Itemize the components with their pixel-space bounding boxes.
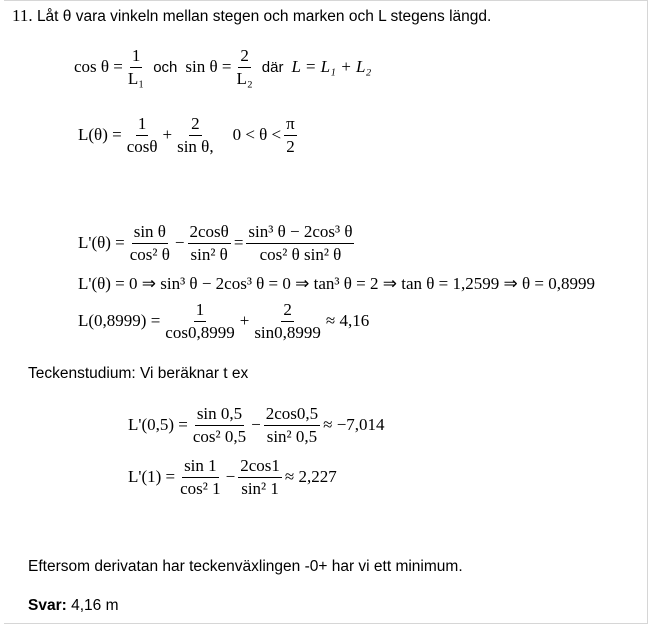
- eq6-fraction-1: [191, 404, 248, 446]
- eq5-result: ≈ 4,16: [325, 311, 370, 331]
- eq3-f1-numerator: sin θ: [132, 222, 168, 244]
- eq3-f3-denominator: cos² θ sin² θ: [259, 244, 342, 264]
- eq1-sin-denominator: L₂: [236, 68, 253, 88]
- problem-number: 11.: [12, 6, 33, 25]
- eq6-f2-denominator: sin² 0,5: [266, 426, 318, 446]
- equation-cos-sin-definitions: [74, 46, 371, 88]
- eq6-minus: −: [251, 415, 261, 435]
- eq3-lhs: L'(θ) =: [78, 233, 125, 253]
- eq2-fraction-2: [175, 114, 215, 156]
- answer-value: 4,16 m: [71, 597, 119, 614]
- answer-label: Svar:: [28, 597, 67, 614]
- eq5-plus: +: [239, 311, 250, 331]
- eq5-f1-numerator: 1: [194, 300, 207, 322]
- eq6-result: ≈ −7,014: [323, 415, 385, 435]
- eq7-fraction-1: [178, 456, 223, 498]
- eq5-fraction-2: [252, 300, 323, 342]
- eq2-f1-numerator: 1: [136, 114, 149, 136]
- eq3-f1-denominator: cos² θ: [129, 244, 170, 264]
- eq1-sum: L = L₁ + L₂: [291, 57, 372, 77]
- eq1-sin-numerator: 2: [238, 46, 251, 68]
- eq3-minus: −: [174, 233, 185, 253]
- eq7-fraction-2: [238, 456, 282, 498]
- eq2-f2-numerator: 2: [189, 114, 202, 136]
- eq2-pi-fraction: [284, 114, 297, 156]
- problem-statement: [12, 6, 491, 26]
- eq6-lhs: L'(0,5) =: [128, 415, 188, 435]
- eq7-lhs: L'(1) =: [128, 467, 176, 487]
- eq3-f2-denominator: sin² θ: [190, 244, 228, 264]
- eq2-fraction-1: [125, 114, 160, 156]
- eq3-f3-numerator: sin³ θ − 2cos³ θ: [246, 222, 354, 244]
- eq7-result: ≈ 2,227: [284, 467, 337, 487]
- eq2-lhs: L(θ) =: [78, 125, 122, 145]
- conclusion: Eftersom derivatan har teckenväxlingen -0+ har vi ett minimum.: [28, 558, 463, 575]
- eq2-f2-denominator: sin θ,: [177, 136, 214, 156]
- eq6-f2-numerator: 2cos0,5: [264, 404, 320, 426]
- equation-length-function: [78, 114, 300, 156]
- eq1-cos-fraction: [126, 46, 146, 88]
- eq2-f1-denominator: cosθ: [126, 136, 158, 156]
- equation-derivative: [78, 222, 357, 264]
- eq1-cos-lhs: cos θ =: [74, 57, 123, 77]
- equation-critical-point: [78, 274, 595, 294]
- eq7-f1-numerator: sin 1: [182, 456, 219, 478]
- eq3-equals: =: [233, 233, 244, 253]
- eq2-range: 0 < θ <: [232, 125, 282, 145]
- equation-minimum-value: [78, 300, 369, 342]
- eq1-dar: där: [261, 58, 284, 76]
- eq7-f2-denominator: sin² 1: [241, 478, 279, 498]
- eq5-f2-numerator: 2: [281, 300, 294, 322]
- eq5-f1-denominator: cos0,8999: [165, 322, 235, 342]
- eq1-cos-denominator: L₁: [127, 68, 145, 88]
- eq1-sin-fraction: [234, 46, 254, 88]
- eq3-fraction-3: [246, 222, 354, 264]
- eq2-plus: +: [162, 125, 173, 145]
- eq1-och: och: [153, 58, 178, 76]
- eq7-minus: −: [225, 467, 236, 487]
- eq3-fraction-2: [188, 222, 231, 264]
- eq5-lhs: L(0,8999) =: [78, 311, 161, 331]
- eq1-cos-numerator: 1: [130, 46, 143, 68]
- eq7-f1-denominator: cos² 1: [180, 478, 221, 498]
- answer: [28, 597, 118, 615]
- eq1-sin-lhs: sin θ =: [185, 57, 232, 77]
- eq6-fraction-2: [264, 404, 320, 446]
- equation-derivative-at-0-5: [128, 404, 385, 446]
- equation-derivative-at-1: [128, 456, 337, 498]
- eq5-f2-denominator: sin0,8999: [254, 322, 321, 342]
- eq6-f1-denominator: cos² 0,5: [192, 426, 247, 446]
- eq7-f2-numerator: 2cos1: [238, 456, 282, 478]
- eq4-text: L'(θ) = 0 ⇒ sin³ θ − 2cos³ θ = 0 ⇒ tan³ θ = 2 ⇒ tan θ = 1,2599 ⇒ θ = 0,8999: [78, 274, 595, 293]
- eq6-f1-numerator: sin 0,5: [195, 404, 244, 426]
- eq2-pi-denominator: 2: [286, 136, 295, 156]
- problem-intro: Låt θ vara vinkeln mellan stegen och marken och L stegens längd.: [36, 8, 492, 25]
- eq5-fraction-1: [163, 300, 236, 342]
- sign-study-heading: Teckenstudium: Vi beräknar t ex: [28, 365, 249, 382]
- eq2-pi-numerator: π: [284, 114, 297, 136]
- eq3-f2-numerator: 2cosθ: [188, 222, 231, 244]
- eq3-fraction-1: [128, 222, 172, 264]
